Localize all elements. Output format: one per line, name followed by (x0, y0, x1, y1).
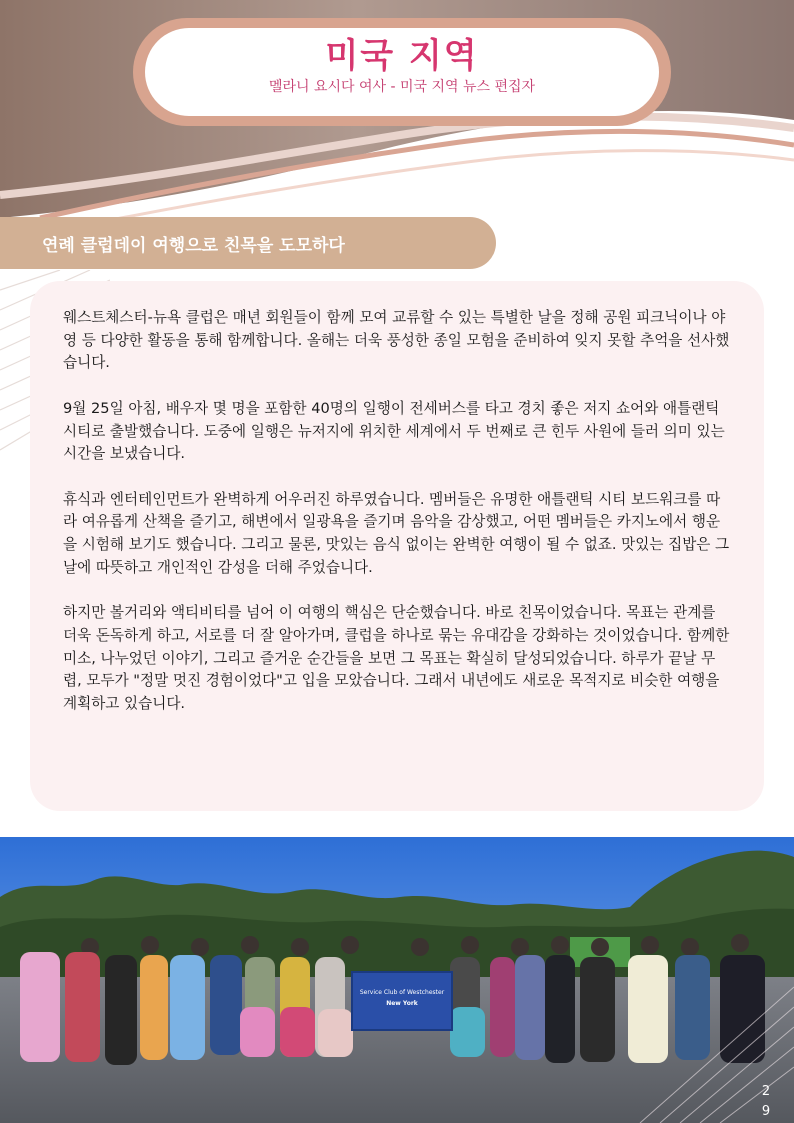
article-paragraph-4: 하지만 볼거리와 액티비티를 넘어 이 여행의 핵심은 단순했습니다. 바로 친목이었습니다. 목표는 관계를 더욱 돈독하게 하고, 서로를 더 잘 알아가며, 클럽을 하나로 묶는 유대감을 강화하는 것이었습니다. 함께한 미소, 나누었던 이야기, 그리고 즐거운 순간들을 보면 그 목표는 확실히 달성되었습니다. 하루가 끝날 무렵, 모두가 "정말 멋진 경험이었다"고 입을 모았습니다. 그래서 내년에도 새로운 목적지로 비슷한 여행을 계획하고 있습니다. (63, 604, 730, 712)
page-title: 미국 지역 (325, 36, 479, 76)
page-number-digit-2: 9 (761, 1104, 771, 1119)
banner-text-2: New York (386, 1000, 418, 1007)
article-paragraph-3: 휴식과 엔터테인먼트가 완벽하게 어우러진 하루였습니다. 멤버들은 유명한 애틀랜틱 시티 보드워크를 따라 여유롭게 산책을 즐기고, 해변에서 일광욕을 즐기며 음악을 감상했고, 어떤 멤버들은 카지노에서 행운을 시험해 보기도 했습니다. 그리고 물론, 맛있는 음식 없이는 완벽한 여행이 될 수 없죠. 맛있는 집밥은 그날에 따뜻하고 개인적인 감성을 더해 주었습니다. (63, 490, 730, 576)
page-number (759, 1082, 773, 1122)
group-photo (0, 837, 794, 1123)
title-box (145, 28, 659, 116)
article-paragraph-1: 웨스트체스터-뉴욕 클럽은 매년 회원들이 함께 모여 교류할 수 있는 특별한 날을 정해 공원 피크닉이나 야영 등 다양한 활동을 통해 함께합니다. 올해는 더욱 풍성한 종일 모험을 준비하여 잊지 못할 추억을 선사했습니다. (63, 309, 730, 372)
banner-text-1: Service Club of Westchester (359, 989, 445, 996)
page-subtitle: 멜라니 요시다 여사 - 미국 지역 뉴스 편집자 (268, 79, 536, 95)
section-title: 연례 클럽데이 여행으로 친목을 도모하다 (42, 236, 345, 256)
article-paragraph-2: 9월 25일 아침, 배우자 몇 명을 포함한 40명의 일행이 전세버스를 타고 경치 좋은 저지 쇼어와 애틀랜틱 시티로 출발했습니다. 도중에 일행은 뉴저지에 위치한 세계에서 두 번째로 큰 힌두 사원에 들러 의미 있는 시간을 보냈습니다. (63, 399, 725, 463)
page-number-digit-1: 2 (761, 1084, 771, 1099)
article-body (63, 307, 731, 738)
